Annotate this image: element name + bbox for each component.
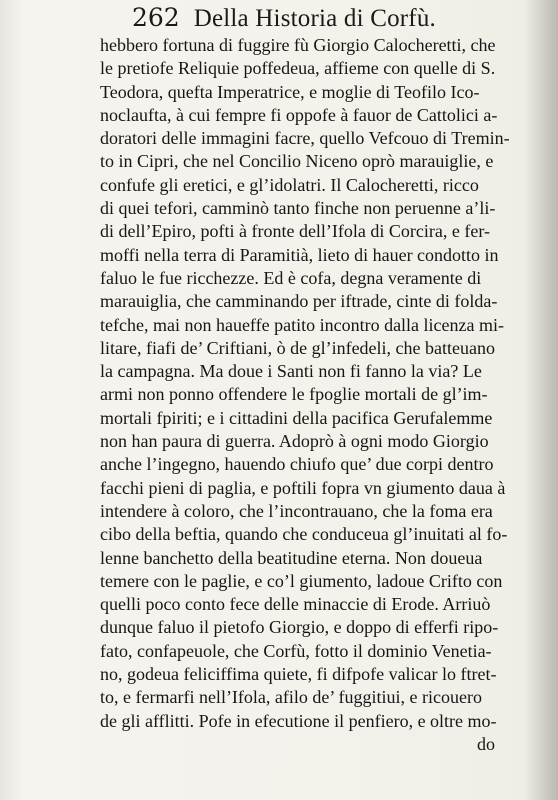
- text-line: dunque faluo il pietofo Giorgio, e doppo di efferfi ripo-: [100, 617, 499, 638]
- text-line: facchi pieni di paglia, e poftili fopra vn giumento daua à: [100, 477, 506, 498]
- text-line: Teodora, quefta Imperatrice, e moglie di Teofilo Ico-: [100, 81, 480, 102]
- text-line: di quei tefori, camminò tanto finche non peruenne a’li-: [100, 198, 496, 219]
- text-line: doratori delle immagini facre, quello Vefcouo di Tremin-: [100, 128, 510, 149]
- text-line: di dell’Epiro, pofti à fronte dell’Ifola di Corcira, e fer-: [100, 221, 490, 242]
- text-line: intendere à coloro, che l’incontrauano, che la foma era: [100, 500, 493, 521]
- text-line: confufe gli eretici, e gl’idolatri. Il Calocheretti, ricco: [100, 174, 479, 195]
- text-line: litare, fiafi de’ Criftiani, ò de gl’infedeli, che batteuano: [100, 337, 495, 358]
- text-line: quelli poco conto fece delle minaccie di Erode. Arriuò: [100, 594, 491, 615]
- page-header: [132, 3, 542, 37]
- text-line: de gli afflitti. Pofe in efecutione il penfiero, e oltre mo-: [100, 710, 497, 731]
- text-line: noclaufta, à cui fempre fi oppofe à fauor de Cattolici a-: [100, 104, 498, 125]
- text-line: tefche, mai non haueffe patito incontro dalla licenza mi-: [100, 314, 504, 335]
- body-text-block: [100, 34, 546, 764]
- text-line: fato, confapeuole, che Corfù, fotto il dominio Venetia-: [100, 640, 492, 661]
- running-title: Della Historia di Corfù.: [193, 5, 436, 32]
- text-line: to, e fermarfi nell’Ifola, afilo de’ fuggitiui, e ricouero: [100, 687, 482, 708]
- text-line: faluo le fue ricchezze. Ed è cofa, degna veramente di: [100, 267, 482, 288]
- text-line: marauiglia, che camminando per iftrade, cinte di folda-: [100, 291, 498, 312]
- text-line: le pretiofe Reliquie poffedeua, affieme con quelle di S.: [100, 58, 496, 79]
- text-line: cibo della beftia, quando che conduceua gl’inuitati al fo-: [100, 524, 508, 545]
- text-line: lenne banchetto della beatitudine eterna. Non doueua: [100, 547, 483, 568]
- text-line: to in Cipri, che nel Concilio Niceno oprò marauiglie, e: [100, 151, 494, 172]
- page-number: 262: [132, 3, 180, 32]
- text-line: la campagna. Ma doue i Santi non fi fanno la via? Le: [100, 361, 482, 382]
- text-line: non han paura di guerra. Adoprò à ogni modo Giorgio: [100, 431, 489, 452]
- text-line: moffi nella terra di Paramitià, lieto di hauer condotto in: [100, 244, 499, 265]
- text-line: no, godeua feliciffima quiete, fi difpofe valicar lo ftret-: [100, 664, 497, 685]
- page-left-edge-shading: [0, 0, 24, 800]
- text-line: armi non ponno offendere le fpoglie mortali de gl’im-: [100, 384, 488, 405]
- text-line: anche l’ingegno, hauendo chiufo que’ due corpi dentro: [100, 454, 494, 475]
- text-line: mortali fpiriti; e i cittadini della pacifica Gerufalemme: [100, 407, 493, 428]
- text-line: hebbero fortuna di fuggire fù Giorgio Calocheretti, che: [100, 35, 496, 55]
- catchword: do: [477, 733, 495, 754]
- text-line: temere con le paglie, e co’l giumento, ladoue Crifto con: [100, 570, 503, 591]
